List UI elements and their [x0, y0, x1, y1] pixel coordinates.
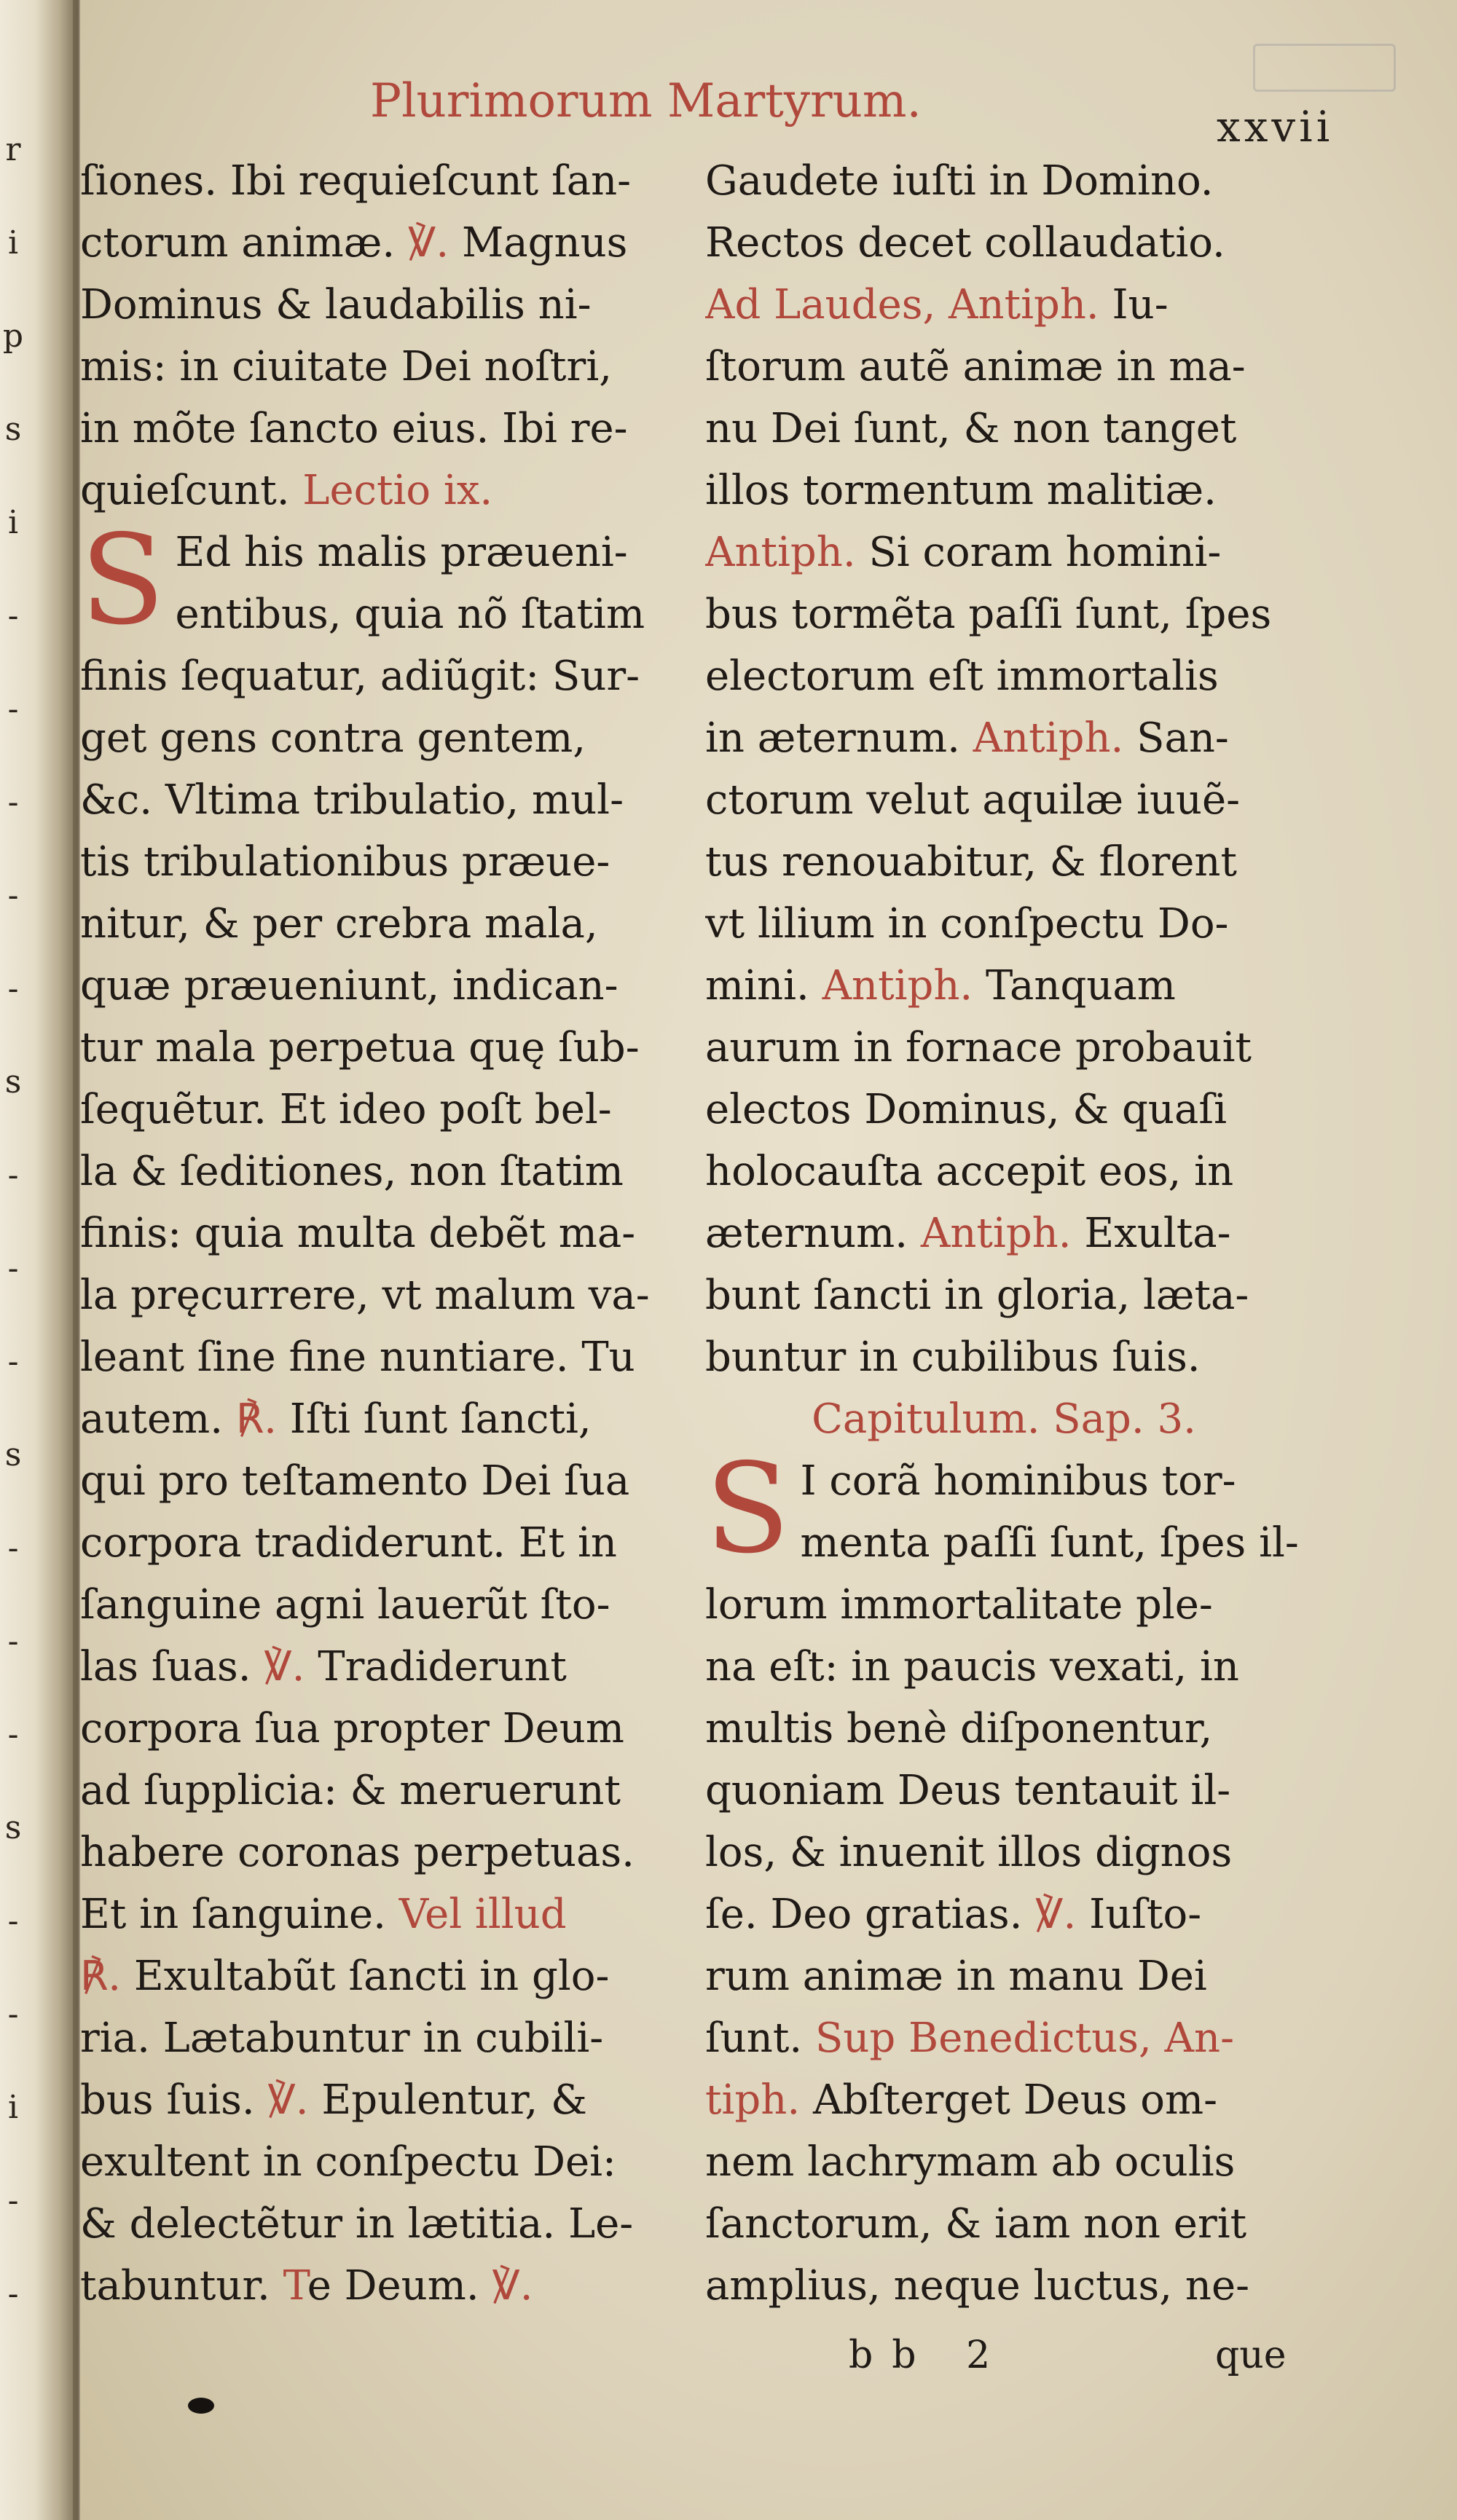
- text-line: [705, 1574, 1303, 1636]
- text-run: nitur, & per crebra mala,: [80, 900, 598, 948]
- rubric-text: ℣.: [264, 1643, 305, 1690]
- text-run: menta paſſi ſunt, ſpes il-: [800, 1519, 1299, 1567]
- text-line: [705, 1326, 1303, 1388]
- text-run: in æternum.: [705, 714, 973, 762]
- text-line: [80, 1883, 678, 1945]
- text-run: las ſuas.: [80, 1643, 264, 1690]
- text-line: [705, 1264, 1303, 1326]
- text-line: [705, 893, 1303, 955]
- text-run: æternum.: [705, 1210, 921, 1257]
- rubric-text: T: [283, 2262, 307, 2310]
- gutter-mark: -: [7, 597, 19, 634]
- text-run: Rectos decet collaudatio.: [705, 219, 1225, 267]
- text-run: lorum immortalitate ple-: [705, 1581, 1213, 1629]
- gutter-mark: -: [7, 2182, 19, 2219]
- gutter-mark: -: [7, 784, 19, 821]
- text-line: [705, 1512, 1303, 1574]
- text-line: [705, 1079, 1303, 1141]
- gutter-mark: s: [4, 1063, 22, 1100]
- text-run: ſequẽtur. Et ideo poſt bel-: [80, 1086, 612, 1133]
- text-line: [705, 1698, 1303, 1760]
- right-column: [705, 150, 1303, 2317]
- text-line: [80, 955, 678, 1017]
- text-run: Et in ſanguine.: [80, 1891, 399, 1938]
- gutter-mark: i: [7, 224, 19, 261]
- text-line: [80, 2193, 678, 2255]
- text-line: [705, 398, 1303, 460]
- gutter-mark: i: [7, 2089, 19, 2126]
- text-run: ſanguine agni lauerũt ſto-: [80, 1581, 610, 1629]
- text-run: Ed his malis præueni-: [175, 529, 628, 576]
- folio-number: xxvii: [1217, 102, 1334, 151]
- text-run: ſe. Deo gratias.: [705, 1891, 1036, 1938]
- text-run: ſunt.: [705, 2015, 815, 2062]
- gutter-mark: -: [7, 1250, 19, 1287]
- text-run: finis: quia multa debẽt ma-: [80, 1210, 636, 1257]
- rubric-text: ℣.: [267, 2076, 309, 2124]
- rubric-text: ℟.: [235, 1395, 277, 1443]
- text-line: [80, 150, 678, 212]
- text-run: finis ſequatur, adiũgit: Sur-: [80, 653, 640, 700]
- text-line: [80, 1079, 678, 1141]
- text-run: mini.: [705, 962, 822, 1009]
- text-line: [705, 1450, 1303, 1512]
- rubric-text: Lectio ix.: [302, 467, 493, 514]
- text-run: mis: in ciuitate Dei noſtri,: [80, 343, 613, 390]
- rubric-text: Sup Benedictus, An-: [814, 2015, 1235, 2062]
- text-run: autem.: [80, 1395, 236, 1443]
- text-run: &c. Vltima tribulatio, mul-: [80, 776, 624, 824]
- text-run: ſanctorum, & iam non erit: [705, 2200, 1247, 2248]
- text-run: quoniam Deus tentauit il-: [705, 1767, 1231, 1814]
- text-line: [705, 1822, 1303, 1883]
- text-run: tus renouabitur, & florent: [705, 838, 1237, 886]
- text-line: [80, 583, 678, 645]
- text-line: [80, 521, 678, 583]
- gutter-mark: s: [4, 1436, 22, 1473]
- text-run: Iſti ſunt ſancti,: [276, 1395, 592, 1443]
- rubric-text: ℟.: [80, 1953, 122, 2000]
- text-line: [80, 1264, 678, 1326]
- text-run: ſtorum autẽ animæ in ma-: [705, 343, 1246, 390]
- text-run: quieſcunt.: [80, 467, 303, 514]
- text-line: [80, 1388, 678, 1450]
- text-line: [80, 1141, 678, 1202]
- gutter-mark: -: [7, 1902, 19, 1940]
- text-run: quæ præueniunt, indican-: [80, 962, 618, 1009]
- text-line: [80, 1760, 678, 1822]
- text-run: e Deum.: [307, 2262, 492, 2310]
- text-run: amplius, neque luctus, ne-: [705, 2262, 1250, 2310]
- signature-mark: bb 2: [849, 2334, 1010, 2377]
- text-line: [705, 150, 1303, 212]
- text-run: Si coram homini-: [855, 529, 1222, 576]
- rubric-text: Vel illud: [398, 1891, 567, 1938]
- text-line: [80, 2131, 678, 2193]
- text-run: Abſterget Deus om-: [800, 2076, 1218, 2124]
- catchword: que: [1215, 2334, 1287, 2377]
- text-run: qui pro teſtamento Dei ſua: [80, 1457, 630, 1505]
- text-run: Tanquam: [973, 962, 1176, 1009]
- text-run: ſiones. Ibi requieſcunt ſan-: [80, 157, 632, 205]
- text-line: [705, 831, 1303, 893]
- text-line: [80, 398, 678, 460]
- gutter-mark: -: [7, 877, 19, 914]
- initial-paragraph: [705, 1437, 1303, 1581]
- text-line: [80, 1202, 678, 1264]
- text-run: leant ſine fine nuntiare. Tu: [80, 1334, 635, 1381]
- text-run: Gaudete iuſti in Domino.: [705, 157, 1214, 205]
- text-line: [705, 2069, 1303, 2131]
- text-line: [705, 1945, 1303, 2007]
- text-line: [80, 1512, 678, 1574]
- text-line: [705, 521, 1303, 583]
- text-run: na eſt: in paucis vexati, in: [705, 1643, 1239, 1690]
- text-run: vt lilium in conſpectu Do-: [705, 900, 1229, 948]
- rubric-text: ℣.: [492, 2262, 533, 2310]
- text-line: [80, 336, 678, 398]
- text-run: Iuſto-: [1076, 1891, 1202, 1938]
- gutter-mark: s: [4, 411, 22, 448]
- text-line: [705, 1141, 1303, 1202]
- text-line: [80, 1945, 678, 2007]
- gutter-mark: i: [7, 504, 19, 541]
- text-run: bus ſuis.: [80, 2076, 268, 2124]
- gutter-mark: p: [2, 318, 24, 355]
- text-line: [705, 2193, 1303, 2255]
- text-line: [80, 274, 678, 336]
- rubric-text: ℣.: [1035, 1891, 1077, 1938]
- text-run: bus tormẽta paſſi ſunt, ſpes: [705, 591, 1272, 638]
- text-run: rum animæ in manu Dei: [705, 1953, 1207, 2000]
- text-run: Epulentur, &: [308, 2076, 587, 2124]
- section-heading: Capitulum. Sap. 3.: [812, 1395, 1196, 1443]
- text-run: habere coronas perpetuas.: [80, 1829, 635, 1876]
- left-column: [80, 150, 678, 2317]
- text-line: [705, 2255, 1303, 2317]
- gutter-mark: -: [7, 1623, 19, 1660]
- text-run: exultent in conſpectu Dei:: [80, 2138, 616, 2186]
- gutter-mark: -: [7, 2275, 19, 2312]
- text-line: [705, 2131, 1303, 2193]
- text-run: entibus, quia nõ ſtatim: [175, 591, 645, 638]
- text-line: [80, 707, 678, 769]
- text-run: la & ſeditiones, non ſtatim: [80, 1148, 624, 1195]
- text-run: Exulta-: [1071, 1210, 1231, 1257]
- rubric-text: ℣.: [408, 219, 449, 267]
- gutter-mark: s: [4, 1809, 22, 1846]
- gutter-shadow: [73, 0, 80, 2520]
- text-line: [80, 2255, 678, 2317]
- text-line: [705, 212, 1303, 274]
- gutter-mark: -: [7, 1529, 19, 1567]
- rubric-text: Antiph.: [705, 529, 856, 576]
- text-line: [80, 2069, 678, 2131]
- rubric-text: Ad Laudes, Antiph.: [705, 281, 1099, 328]
- drop-cap-initial: S: [705, 1437, 790, 1581]
- gutter-mark: -: [7, 690, 19, 728]
- text-run: tis tribulationibus præue-: [80, 838, 610, 886]
- text-line: [80, 2007, 678, 2069]
- text-run: bunt ſancti in gloria, læta-: [705, 1272, 1249, 1319]
- text-line: [80, 212, 678, 274]
- text-run: holocauſta accepit eos, in: [705, 1148, 1234, 1195]
- ink-blot: [188, 2398, 214, 2414]
- drop-cap-initial: S: [80, 508, 165, 653]
- gutter-mark: -: [7, 1996, 19, 2033]
- text-line: [705, 1883, 1303, 1945]
- text-run: corpora tradiderunt. Et in: [80, 1519, 617, 1567]
- text-run: electorum eſt immortalis: [705, 653, 1219, 700]
- text-run: in mõte ſancto eius. Ibi re-: [80, 405, 628, 452]
- text-line: [705, 2007, 1303, 2069]
- text-line: [705, 955, 1303, 1017]
- text-run: aurum in fornace probauit: [705, 1024, 1252, 1071]
- text-run: la pręcurrere, vt malum va-: [80, 1272, 650, 1319]
- corner-stamp: [1253, 44, 1396, 92]
- text-line: [80, 893, 678, 955]
- text-run: Iu-: [1099, 281, 1169, 328]
- text-run: Magnus: [449, 219, 628, 267]
- text-line: [705, 645, 1303, 707]
- text-line: [705, 1760, 1303, 1822]
- text-run: I corã hominibus tor-: [800, 1457, 1236, 1505]
- text-line: [705, 583, 1303, 645]
- rubric-text: Antiph.: [920, 1210, 1072, 1257]
- text-line: [80, 460, 678, 521]
- text-line: [705, 769, 1303, 831]
- text-run: nu Dei ſunt, & non tanget: [705, 405, 1237, 452]
- text-line: [80, 1698, 678, 1760]
- text-run: ctorum velut aquilæ iuuẽ-: [705, 776, 1241, 824]
- text-run: tabuntur.: [80, 2262, 283, 2310]
- text-line: [80, 645, 678, 707]
- running-title: Plurimorum Martyrum.: [370, 74, 922, 128]
- text-run: ctorum animæ.: [80, 219, 409, 267]
- text-run: ad ſupplicia: & meruerunt: [80, 1767, 621, 1814]
- text-run: nem lachrymam ab oculis: [705, 2138, 1236, 2186]
- initial-paragraph: [80, 508, 678, 653]
- text-line: [80, 1636, 678, 1698]
- text-line: [705, 707, 1303, 769]
- gutter-mark: -: [7, 970, 19, 1007]
- text-line: [80, 1822, 678, 1883]
- text-line: [80, 1017, 678, 1079]
- gutter-mark: -: [7, 1716, 19, 1753]
- text-line: [80, 831, 678, 893]
- text-run: & delectẽtur in lætitia. Le-: [80, 2200, 634, 2248]
- text-run: Exultabũt ſancti in glo-: [121, 1953, 610, 2000]
- text-line: [80, 1326, 678, 1388]
- text-run: electos Dominus, & quaſi: [705, 1086, 1227, 1133]
- text-line: [705, 1202, 1303, 1264]
- rubric-text: Antiph.: [822, 962, 973, 1009]
- rubric-text: Antiph.: [973, 714, 1124, 762]
- text-run: los, & inuenit illos dignos: [705, 1829, 1233, 1876]
- text-line: [705, 274, 1303, 336]
- gutter-mark: r: [5, 131, 21, 168]
- text-line: [705, 460, 1303, 521]
- rubric-text: tiph.: [705, 2076, 801, 2124]
- text-run: multis benè diſponentur,: [705, 1705, 1213, 1752]
- text-line: [80, 1450, 678, 1512]
- text-run: San-: [1123, 714, 1229, 762]
- text-line: [705, 1017, 1303, 1079]
- gutter-mark: -: [7, 1157, 19, 1194]
- text-run: buntur in cubilibus ſuis.: [705, 1334, 1201, 1381]
- text-line: [80, 1574, 678, 1636]
- book-page: [80, 0, 1457, 2520]
- text-run: tur mala perpetua quę ſub-: [80, 1024, 640, 1071]
- text-line: [705, 336, 1303, 398]
- text-run: Dominus & laudabilis ni-: [80, 281, 592, 328]
- text-run: illos tormentum malitiæ.: [705, 467, 1217, 514]
- text-run: ria. Lætabuntur in cubili-: [80, 2015, 604, 2062]
- gutter-mark: -: [7, 1343, 19, 1380]
- text-line: [705, 1636, 1303, 1698]
- text-run: Tradiderunt: [305, 1643, 567, 1690]
- text-line: [80, 769, 678, 831]
- text-run: get gens contra gentem,: [80, 714, 586, 762]
- text-run: corpora ſua propter Deum: [80, 1705, 624, 1752]
